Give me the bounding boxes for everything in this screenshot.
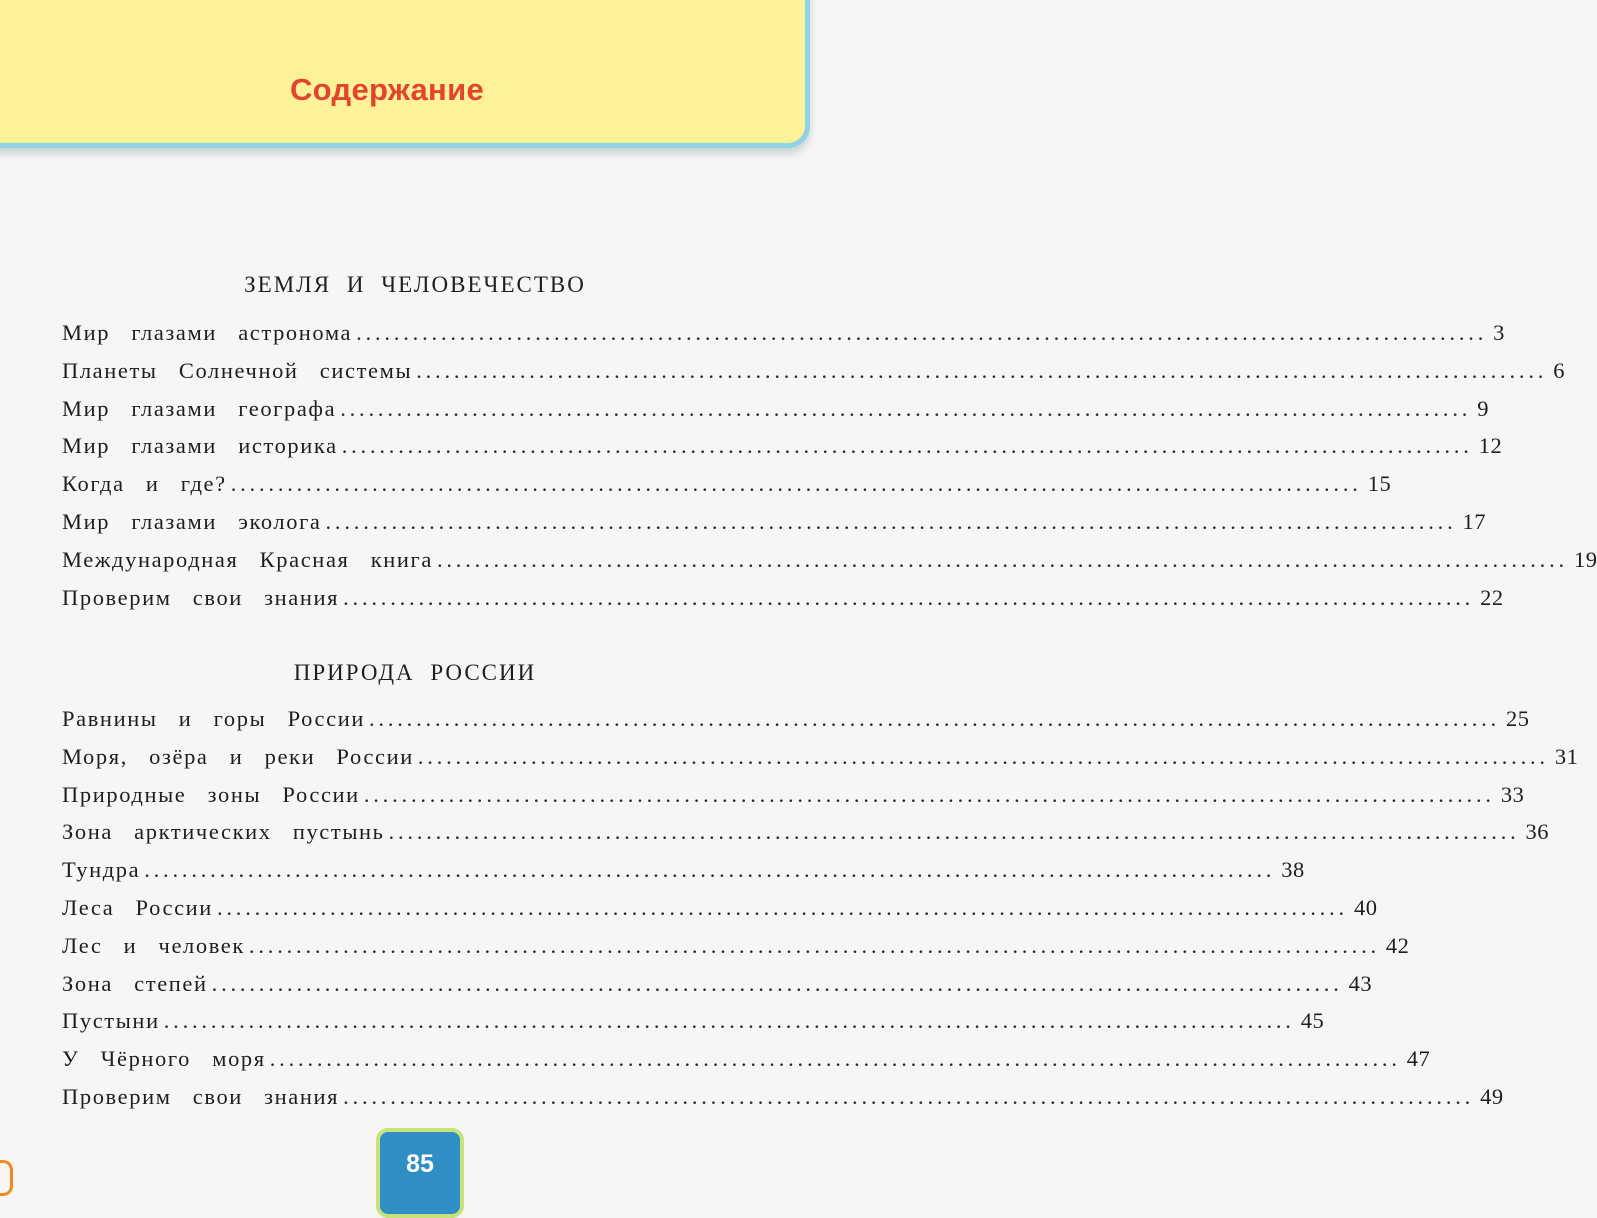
dot-leader: ........................................................................................................................ [340, 395, 1472, 421]
section-title-earth: ЗЕМЛЯ И ЧЕЛОВЕЧЕСТВО [244, 272, 586, 297]
toc-entry-page: 43 [1348, 970, 1373, 996]
toc-entry-label: Мир глазами эколога [62, 508, 322, 534]
page-number-badge [376, 1128, 464, 1218]
toc-entry[interactable] [62, 546, 1597, 585]
dot-leader: ........................................................................................................................ [325, 508, 1457, 534]
toc-entry-page: 12 [1478, 433, 1503, 459]
dot-leader: ........................................................................................................................ [144, 857, 1276, 883]
toc-entry-page: 31 [1554, 743, 1579, 769]
toc-entry-label: Моря, озёра и реки России [62, 743, 414, 769]
toc-entry[interactable] [62, 781, 1525, 820]
toc-entry[interactable] [62, 320, 1505, 358]
dot-leader: ........................................................................................................................ [343, 1083, 1475, 1109]
toc-entry[interactable] [62, 819, 1550, 857]
toc-entry-page: 22 [1480, 584, 1504, 610]
dot-leader: ........................................................................................................................ [417, 743, 1549, 769]
toc-entry-page: 17 [1462, 508, 1486, 534]
toc-entry-label: Когда и где? [62, 471, 227, 497]
toc-entry-label: Природные зоны России [62, 781, 360, 807]
toc-entry-label: Тундра [62, 857, 141, 883]
toc-entry[interactable] [62, 395, 1489, 434]
dot-leader: ........................................................................................................................ [436, 546, 1568, 572]
toc-entry-label: Лес и человек [62, 932, 245, 958]
toc-entry[interactable] [62, 1083, 1504, 1122]
toc-entry[interactable] [62, 1008, 1325, 1046]
toc-entry[interactable] [62, 433, 1503, 471]
toc-entry[interactable] [62, 932, 1410, 971]
toc-entry-label: Мир глазами историка [62, 433, 338, 459]
toc-entry-page: 40 [1353, 894, 1378, 920]
toc-entry[interactable] [62, 857, 1305, 895]
toc-entry-label: Проверим свои знания [62, 1083, 340, 1109]
dot-leader: ........................................................................................................................ [343, 584, 1475, 610]
toc-entry-page: 49 [1480, 1083, 1504, 1109]
dot-leader: ........................................................................................................................ [341, 433, 1473, 459]
toc-entry[interactable] [62, 471, 1392, 509]
dot-leader: ........................................................................................................................ [388, 819, 1520, 845]
dot-leader: ........................................................................................................................ [248, 932, 1380, 958]
toc-entry[interactable] [62, 970, 1373, 1009]
toc-entry-label: У Чёрного моря [62, 1046, 266, 1072]
toc-entry[interactable] [62, 357, 1565, 396]
toc-entry-label: Зона степей [62, 970, 208, 996]
toc-entry-page: 15 [1367, 471, 1392, 497]
dot-leader: ........................................................................................................................ [216, 894, 1348, 920]
toc-entry-label: Проверим свои знания [62, 584, 340, 610]
toc-entry[interactable] [62, 743, 1579, 782]
toc-entry-page: 45 [1300, 1008, 1325, 1034]
dot-leader: ........................................................................................................................ [368, 706, 1500, 731]
toc-entry-label: Мир глазами географа [62, 395, 337, 421]
toc-entry-label: Леса России [62, 894, 213, 920]
dot-leader: ........................................................................................................................ [363, 781, 1495, 807]
toc-entry[interactable] [62, 1046, 1431, 1084]
toc-entry-label: Мир глазами астронома [62, 320, 353, 345]
toc-entry-page: 47 [1406, 1046, 1431, 1072]
section-title-nature: ПРИРОДА РОССИИ [293, 660, 537, 685]
dot-leader: ........................................................................................................................ [269, 1046, 1401, 1072]
dot-leader: ........................................................................................................................ [230, 471, 1362, 497]
toc-entry-page: 25 [1505, 706, 1530, 731]
toc-entry-page: 42 [1385, 932, 1410, 958]
dot-leader: ........................................................................................................................ [163, 1008, 1295, 1034]
dot-leader: ........................................................................................................................ [416, 357, 1548, 383]
toc-entry-label: Равнины и горы России [62, 706, 365, 731]
toc-entry-page: 9 [1477, 395, 1489, 421]
toc-entry-label: Международная Красная книга [62, 546, 433, 572]
toc-entry[interactable] [62, 894, 1378, 933]
toc-entry-page: 38 [1281, 857, 1305, 883]
toc-entry-page: 33 [1500, 781, 1525, 807]
toc-entry-page: 3 [1493, 320, 1505, 345]
corner-decoration [0, 1160, 13, 1196]
toc-entry[interactable] [62, 706, 1530, 744]
dot-leader: ........................................................................................................................ [211, 970, 1343, 996]
toc-entry-label: Планеты Солнечной системы [62, 357, 413, 383]
toc-entry[interactable] [62, 584, 1504, 623]
toc-entry-label: Пустыни [62, 1008, 160, 1034]
toc-entry-page: 36 [1525, 819, 1550, 845]
toc-entry-label: Зона арктических пустынь [62, 819, 385, 845]
toc-entry-page: 19 [1573, 546, 1597, 572]
dot-leader: ........................................................................................................................ [356, 320, 1488, 345]
toc-list-earth [62, 320, 1597, 622]
toc-entry-page: 6 [1553, 357, 1565, 383]
toc-entry[interactable] [62, 508, 1486, 547]
page-title: Содержание [290, 72, 484, 107]
toc-list-nature [62, 706, 1579, 1122]
page-number: 85 [406, 1150, 434, 1178]
